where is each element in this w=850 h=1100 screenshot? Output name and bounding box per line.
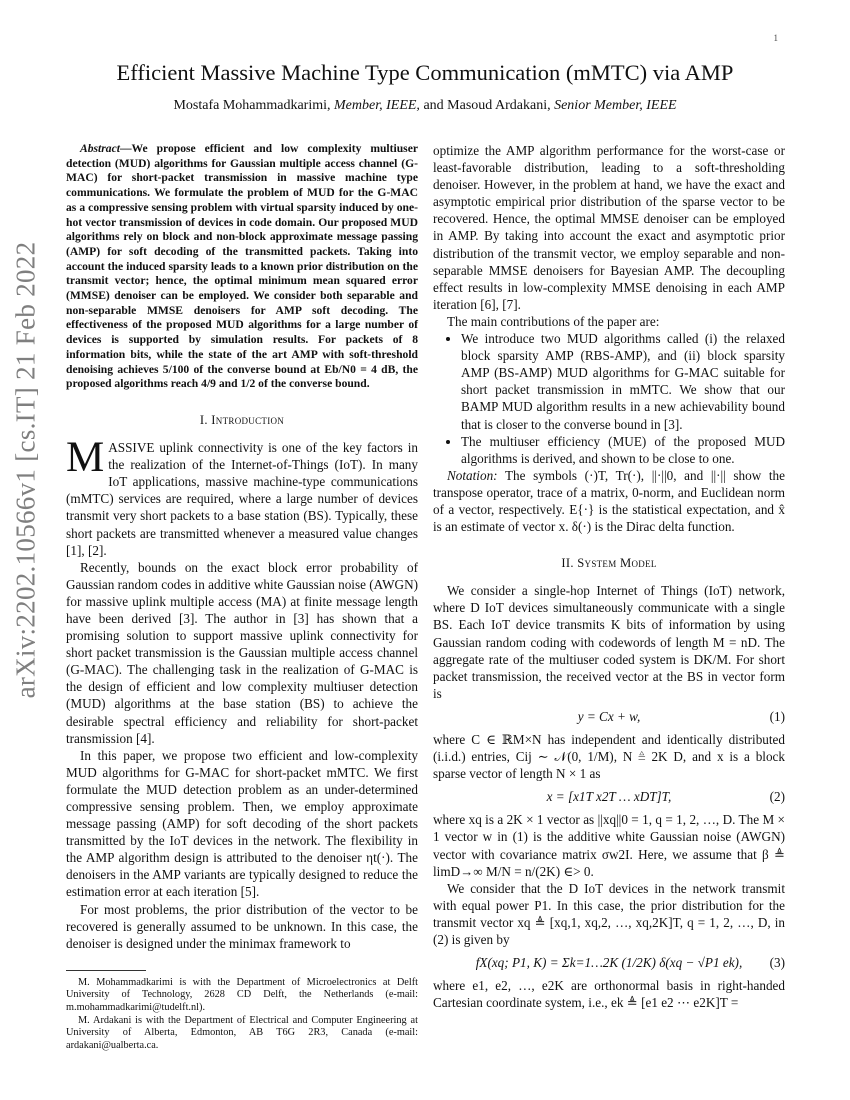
contributions-intro: The main contributions of the paper are: xyxy=(447,313,660,329)
section-heading-system-model xyxy=(433,555,785,572)
section-number: I. xyxy=(199,412,212,427)
footnote-2: M. Ardakani is with the Department of Electrical and Computer Engineering at University of Alberta, Edmonton, AB T6G 2R3, Canada (e-mail: ardakani@ualberta.ca. xyxy=(66,1014,418,1051)
intro-paragraph-3: In this paper, we propose two efficient and low-complexity MUD algorithms for G-MAC for short-packet mMTC. We first formulate the MUD detection problem as an under-determined compressive sensing problem. Then, we employ approximate message passing (AMP) for soft decoding of the short packets transmitted by the IoT devices in the network. The flexibility in the AMP algorithm design is attributed to the denoiser ηt(·). The denoisers in the AMP variants are typically designed to reduce the estimation error at each iteration [5]. xyxy=(66,747,418,900)
notation-label: Notation: xyxy=(447,467,498,483)
author-1: Mostafa Mohammadkarimi, xyxy=(173,98,335,113)
author-and: and Masoud Ardakani, xyxy=(419,98,555,113)
section-heading-introduction xyxy=(66,412,418,429)
abstract-label: Abstract xyxy=(80,142,120,155)
arxiv-sidebar xyxy=(0,0,52,1100)
equation-2-number: (2) xyxy=(769,789,785,805)
arxiv-stamp: arXiv:2202.10566v1 [cs.IT] 21 Feb 2022 xyxy=(10,241,41,699)
section-title: Introduction xyxy=(211,412,285,427)
equation-3 xyxy=(433,954,785,971)
abstract xyxy=(66,142,418,392)
section-title: System Model xyxy=(577,556,657,571)
right-column xyxy=(433,142,785,1011)
page-number: 1 xyxy=(773,33,778,43)
drop-cap: M xyxy=(66,434,105,482)
contribution-item: • We introduce two MUD algorithms called (i) the relaxed block sparsity AMP (RBS-AMP), and (ii) block sparsity AMP (BS-AMP) MUD algorithms for G-MAC suitable for short packet transmission in mMTC. We show that our BAMP MUD algorithm results in a new achievability bound that is closer to the converse bound in [3]. xyxy=(461,330,785,433)
equation-3-number: (3) xyxy=(769,955,785,971)
author-1-role: Member, IEEE, xyxy=(334,98,420,113)
equation-1-number: (1) xyxy=(769,708,785,724)
notation-paragraph xyxy=(433,467,785,535)
equation-2-body: x = [x1T x2T … xDT]T, xyxy=(546,789,672,805)
system-paragraph-1: We consider a single-hop Internet of Things (IoT) network, where D IoT devices simultaneously communicate with a single BS. Each IoT device transmits K bits of information by using Gaussian random coding with codewords of length M = nD. The aggregate rate of the multiuser coded system is DK/M. For short packet transmission, the received vector at the BS in vector form is xyxy=(433,583,785,701)
paper-authors xyxy=(60,98,790,114)
intro-paragraph-2: Recently, bounds on the exact block error probability of Gaussian random codes in additive white Gaussian noise (AWGN) for massive uplink multiple access (MA) at finite message length have been derived [3]. The author in [3] has shown that a promising solution to support massive uplink connectivity for short packet transmission is the Gaussian multiple access channel (G-MAC). The challenging task in the realization of G-MAC is the design of efficient and low complexity multiuser detection (MUD) algorithms at the base station (BS) to achieve the desirable spectral efficiency and reliability for short-packet transmission [4]. xyxy=(66,559,418,746)
paper-title: Efficient Massive Machine Type Communication (mMTC) via AMP xyxy=(116,60,734,85)
intro-paragraph-1-text: ASSIVE uplink connectivity is one of the key factors in the realization of the Internet-of-Things (IoT). In many IoT applications, massive machine-type communications (mMTC) services are required, where a large number of devices transmit very short packets to a base station (BS). Typically, these short packets are transmitted whenever a measured value changes [1], [2]. xyxy=(66,440,418,558)
left-column xyxy=(66,142,418,1052)
equation-1-body: y = Cx + w, xyxy=(577,708,641,724)
intro-paragraph-continued: optimize the AMP algorithm performance for the worst-case or least-favorable distribution, leading to a soft-thresholding denoiser. However, in the problem at hand, we have the exact and asymptotic empirical prior distribution of the sparse vector to be recovered. Hence, the optimal MMSE denoiser can be employed in AMP. By taking into account the exact and asymptotic prior distribution of the transmit vector, we employ separable and non-separable MMSE denoisers for Bayesian AMP. The decoupling effect results in low-complexity MMSE denoising in each AMP iteration [6], [7]. xyxy=(433,143,785,312)
system-paragraph-2: where C ∈ ℝM×N has independent and identically distributed (i.i.d.) entries, Cij ∼ 𝒩(0, 1/M), N ≜ 2K D, and x is a block sparse vector of length N × 1 as xyxy=(433,732,785,782)
contributions-list xyxy=(433,330,785,467)
abstract-text: —We propose efficient and low complexity multiuser detection (MUD) algorithms for Gaussian multiple access channel (G-MAC) for short-packet transmission in massive machine type communications. We formulate the problem of MUD for the G-MAC as a compressive sensing problem with virtual sparsity induced by one-hot vector transmission of devices in code domain. Our proposed MUD algorithms rely on block and non-block approximate message passing (AMP) for soft decoding of the transmitted packets. Taking into account the induced sparsity leads to a known prior distribution on the transmit vector; hence, the optimal minimum mean squared error (MMSE) denoiser can be employed. We consider both separable and non-separable MMSE denoisers for AMP soft decoding. The effectiveness of the proposed MUD algorithms for a large number of devices is supported by simulation results. For packets of 8 information bits, while the state of the art AMP with soft-threshold denoising achieves 5/100 of the converse bound at Eb/N0 = 4 dB, the proposed algorithms reach 4/9 and 1/2 of the converse bound. xyxy=(66,142,418,391)
notation-text: The symbols (·)T, Tr(·), ||·||0, and ||·|| show the transpose operator, trace of a matrix, 0-norm, and Euclidean norm of a vector, respectively. E{·} is the statistical expectation, and x̂ is an estimate of vector x. δ(·) is the Dirac delta function. xyxy=(433,467,785,535)
equation-2 xyxy=(433,788,785,805)
footnote-1: M. Mohammadkarimi is with the Department of Microelectronics at Delft University of Technology, 2628 CD Delft, the Netherlands (e-mail: m.mohammadkarimi@tudelft.nl). xyxy=(66,976,418,1014)
intro-paragraph-1 xyxy=(66,434,418,559)
section-number: II. xyxy=(561,556,578,571)
footnote-separator xyxy=(66,970,146,971)
system-paragraph-4: We consider that the D IoT devices in the network transmit with equal power P1. In this case, the prior distribution for the transmit vector xq ≜ [xq,1, xq,2, …, xq,2K]T, q = 1, 2, …, D, in (2) is given by xyxy=(433,880,785,948)
contribution-item: • The multiuser efficiency (MUE) of the proposed MUD algorithms is derived, and shown to be close to one. xyxy=(461,433,785,467)
system-paragraph-3: where xq is a 2K × 1 vector as ||xq||0 = 1, q = 1, 2, …, D. The M × 1 vector w in (1) is the additive white Gaussian noise (AWGN) vector with covariance matrix σw2I. Here, we assume that β ≜ limD→∞ M/N = n/(2K) ∈> 0. xyxy=(433,812,785,879)
system-paragraph-5: where e1, e2, …, e2K are orthonormal basis in right-handed Cartesian coordinate system, i.e., ek ≜ [e1 e2 ⋯ e2K]T = xyxy=(433,978,785,1011)
equation-3-body: fX(xq; P1, K) = Σk=1…2K (1/2K) δ(xq − √P1 ek), xyxy=(475,955,743,971)
equation-1 xyxy=(433,708,785,725)
author-2-role: Senior Member, IEEE xyxy=(554,98,677,113)
intro-paragraph-4: For most problems, the prior distribution of the vector to be recovered is generally assumed to be unknown. In this case, the denoiser is designed under the minimax framework to xyxy=(66,901,418,951)
